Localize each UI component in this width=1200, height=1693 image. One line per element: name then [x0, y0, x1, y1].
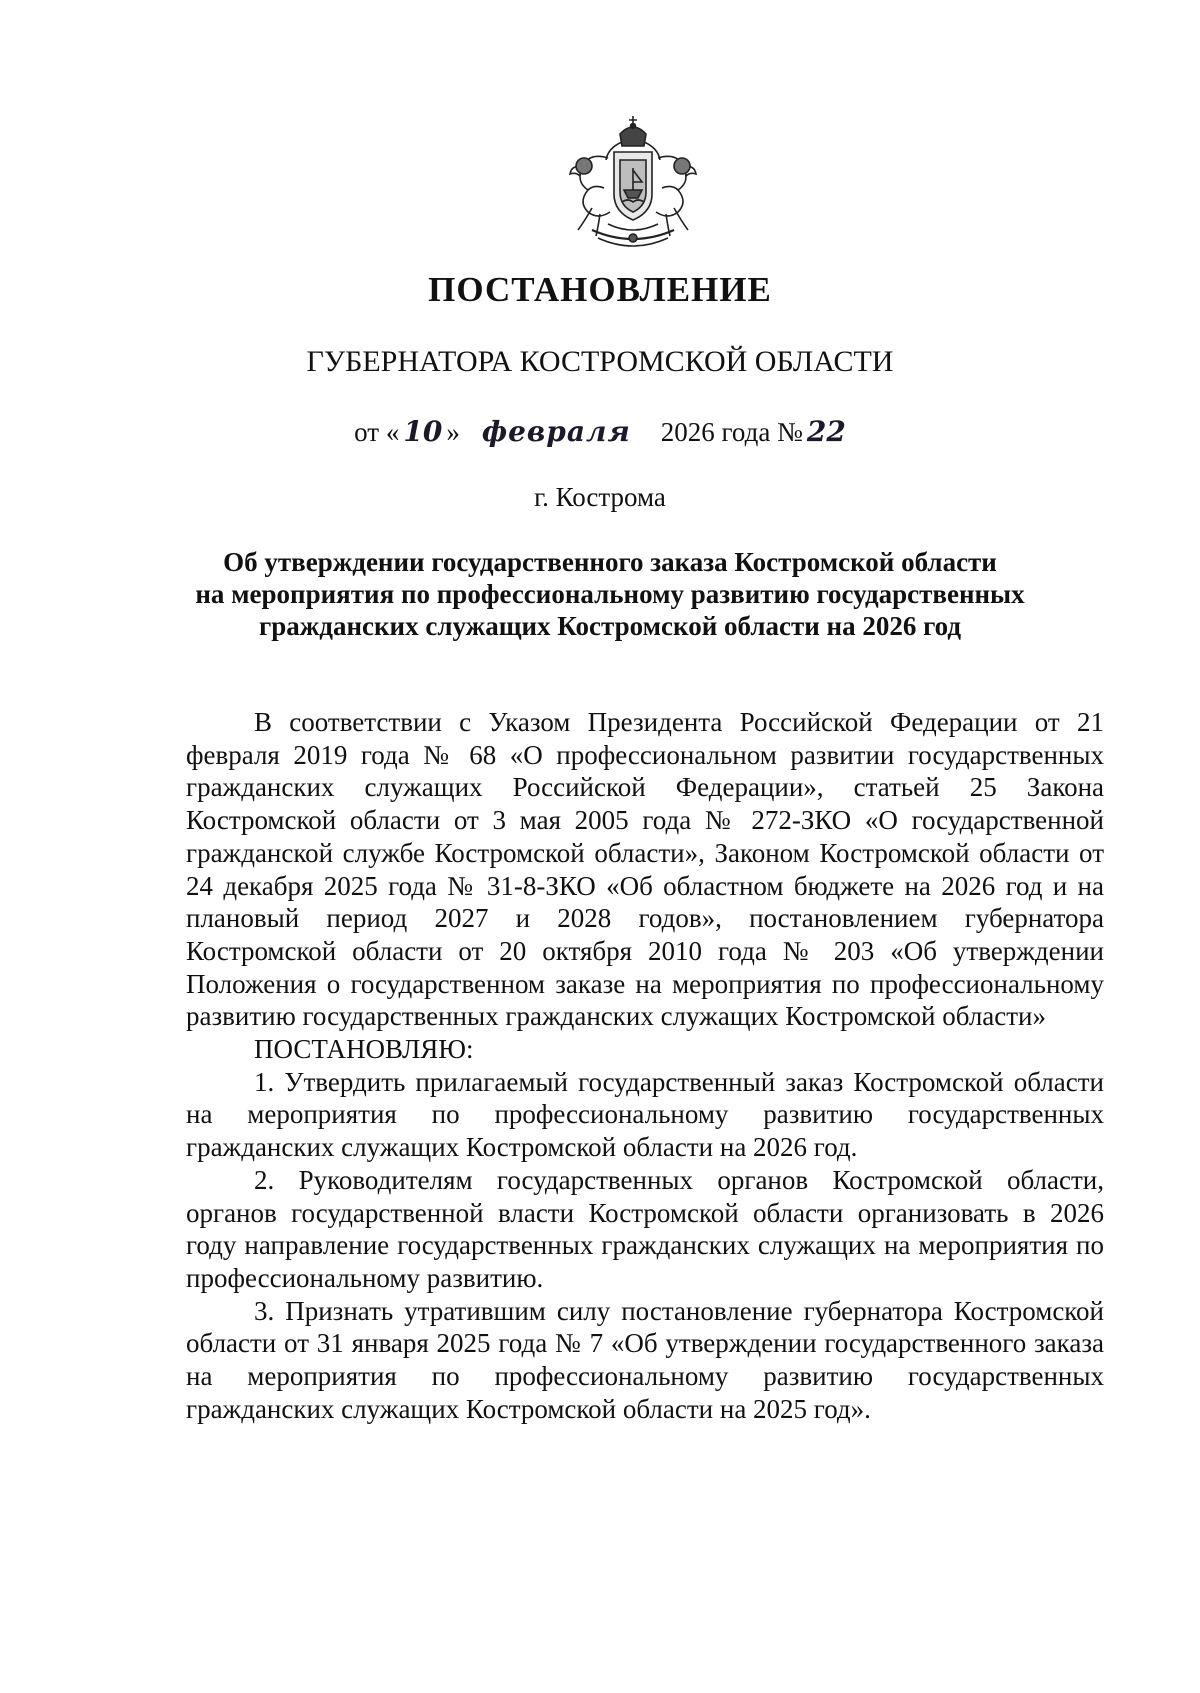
document-date-line — [0, 415, 1200, 448]
document-title: ПОСТАНОВЛЕНИЕ — [428, 270, 772, 309]
handwritten-day: 10 — [403, 415, 443, 448]
document-heading — [150, 546, 1070, 642]
document-body — [186, 706, 1104, 1425]
decree-item: 2. Руководителям государственных органов Костромской области, органов государственной власти Костромской области организовать в 2026 году направление государственных гражданских служащих на мероприятия по профессиональному развитию. — [186, 1164, 1104, 1293]
date-year: 2026 года № — [660, 417, 803, 447]
document-city: г. Кострома — [534, 482, 666, 512]
heading-line: гражданских служащих Костромской области на 2026 год — [258, 611, 962, 641]
preamble-paragraph: В соответствии с Указом Президента Российской Федерации от 21 февраля 2019 года № 68 «О профессиональном развитии государственных гражданских служащих Российской Федерации», статьей 25 Закона Костромской области от 3 мая 2005 года № 272-ЗКО «О государственной гражданской службе Костромской области», Законом Костромской области от 24 декабря 2025 года № 31-8-ЗКО «Об областном бюджете на 2026 год и на плановый период 2027 и 2028 годов», постановлением губернатора Костромской области от 20 октября 2010 года № 203 «Об утверждении Положения о государственном заказе на мероприятия по профессиональному развитию государственных гражданских служащих Костромской области» — [186, 707, 1104, 1032]
heading-line: на мероприятия по профессиональному развитию государственных — [195, 579, 1025, 609]
decree-word: ПОСТАНОВЛЯЮ: — [254, 1034, 474, 1065]
decree-item: 1. Утвердить прилагаемый государственный заказ Костромской области на мероприятия по профессиональному развитию государственных гражданских служащих Костромской области на 2026 год. — [186, 1066, 1104, 1163]
date-prefix: от « — [354, 417, 400, 447]
heading-line: Об утверждении государственного заказа Костромской области — [223, 547, 997, 577]
handwritten-month: февраля — [481, 415, 631, 448]
date-mid: » — [446, 417, 460, 447]
handwritten-document-number: 22 — [806, 415, 846, 448]
decree-item: 3. Признать утратившим силу постановление губернатора Костромской области от 31 января 2025 года № 7 «Об утверждении государственного заказа на мероприятия по профессиональному развитию государственных гражданских служащих Костромской области на 2025 год». — [186, 1295, 1104, 1424]
issuing-authority: ГУБЕРНАТОРА КОСТРОМСКОЙ ОБЛАСТИ — [306, 345, 894, 378]
coat-of-arms-icon — [548, 112, 718, 262]
